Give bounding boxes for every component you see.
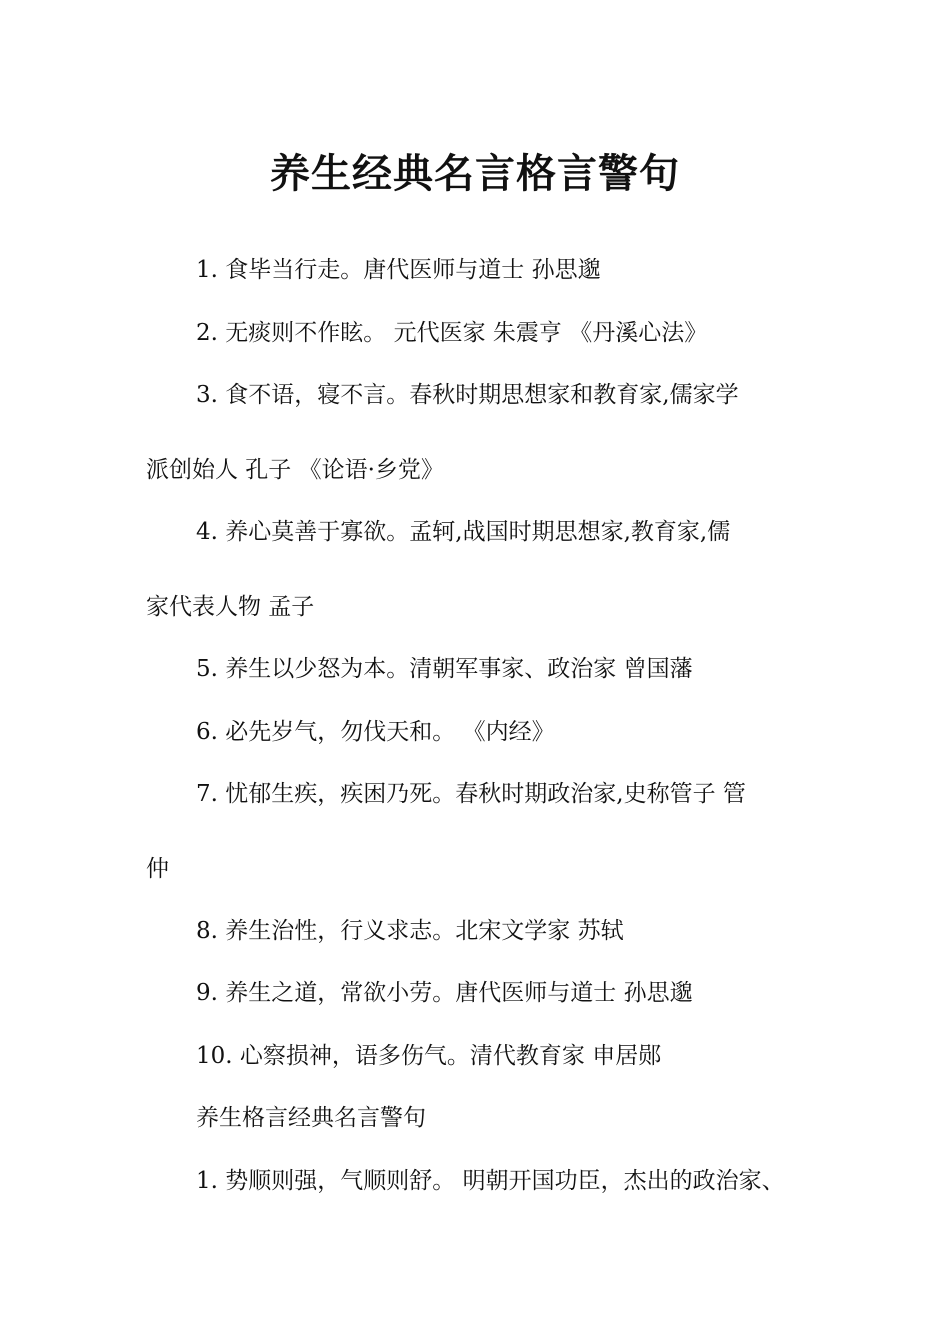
page-title: 养生经典名言格言警句 bbox=[270, 150, 680, 197]
quote-line: 3. 食不语，寝不言。春秋时期思想家和教育家,儒家学 bbox=[196, 382, 739, 408]
quote-line: 5. 养生以少怒为本。清朝军事家、政治家 曾国藩 bbox=[196, 656, 693, 682]
quote-line: 1. 食毕当行走。唐代医师与道士 孙思邈 bbox=[196, 257, 601, 283]
quote-line-continuation: 派创始人 孔子 《论语·乡党》 bbox=[146, 457, 444, 483]
quote-line: 2. 无痰则不作眩。 元代医家 朱震亨 《丹溪心法》 bbox=[196, 320, 708, 346]
quote-line: 7. 忧郁生疾，疾困乃死。春秋时期政治家,史称管子 管 bbox=[196, 781, 746, 807]
quote-line-continuation: 家代表人物 孟子 bbox=[146, 594, 315, 620]
quote-line: 9. 养生之道，常欲小劳。唐代医师与道士 孙思邈 bbox=[196, 980, 693, 1006]
quote-line: 1. 势顺则强，气顺则舒。 明朝开国功臣，杰出的政治家、 bbox=[196, 1168, 785, 1194]
quote-line: 4. 养心莫善于寡欲。孟轲,战国时期思想家,教育家,儒 bbox=[196, 519, 731, 545]
quote-line: 10. 心察损神，语多伤气。清代教育家 申居郧 bbox=[196, 1043, 662, 1069]
quote-line-continuation: 仲 bbox=[146, 856, 169, 882]
quote-line: 8. 养生治性，行义求志。北宋文学家 苏轼 bbox=[196, 918, 624, 944]
quote-line: 6. 必先岁气，勿伐天和。 《内经》 bbox=[196, 719, 555, 745]
section-heading: 养生格言经典名言警句 bbox=[196, 1105, 426, 1131]
